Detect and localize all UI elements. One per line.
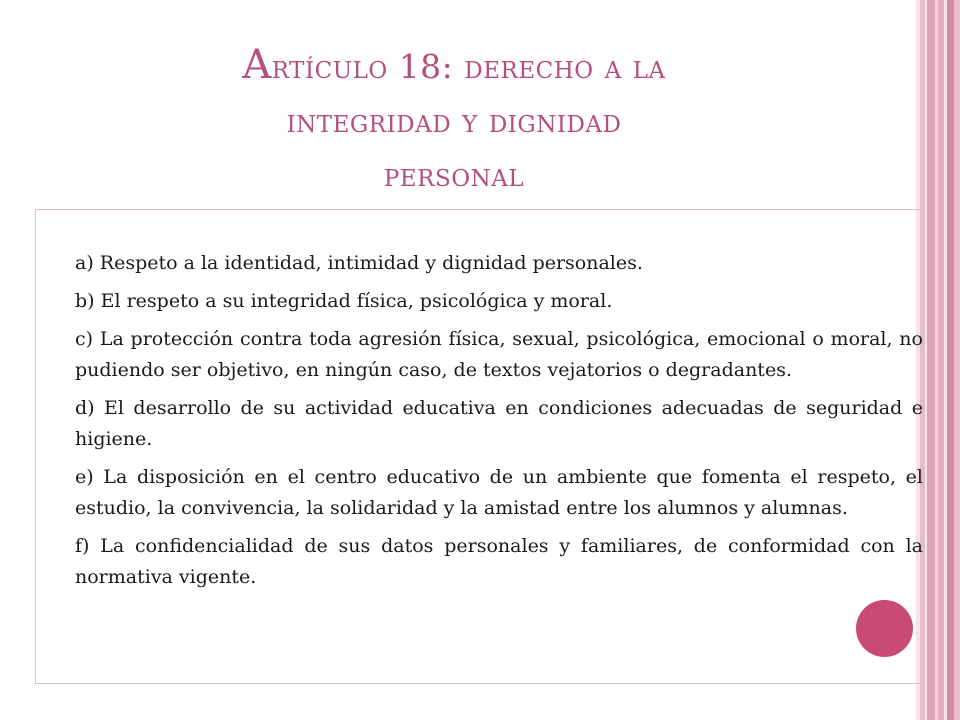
title-line-2: integridad y dignidad	[286, 101, 622, 140]
rights-list	[75, 248, 923, 593]
title-initial: A	[242, 42, 272, 88]
title-line-3: personal	[383, 155, 525, 194]
list-item-f: f) La confidencialidad de sus datos personales y familiares, de conformidad con la normativa vigente.	[75, 535, 923, 588]
list-item-e: e) La disposición en el centro educativo de un ambiente que fomenta el respeto, el estudio, la convivencia, la solidaridad y la amistad entre los alumnos y alumnas.	[75, 466, 923, 519]
list-item-a: a) Respeto a la identidad, intimidad y dignidad personales.	[75, 252, 643, 274]
list-item-b: b) El respeto a su integridad física, psicológica y moral.	[75, 290, 613, 312]
slide-title	[40, 38, 868, 202]
decorative-circle	[856, 600, 913, 657]
list-item-d: d) El desarrollo de su actividad educativa en condiciones adecuadas de seguridad e higiene.	[75, 397, 923, 450]
title-line-1: rtículo 18: derecho a la	[271, 47, 666, 86]
list-item-c: c) La protección contra toda agresión física, sexual, psicológica, emocional o moral, no pudiendo ser objetivo, en ningún caso, de textos vejatorios o degradantes.	[75, 328, 923, 381]
